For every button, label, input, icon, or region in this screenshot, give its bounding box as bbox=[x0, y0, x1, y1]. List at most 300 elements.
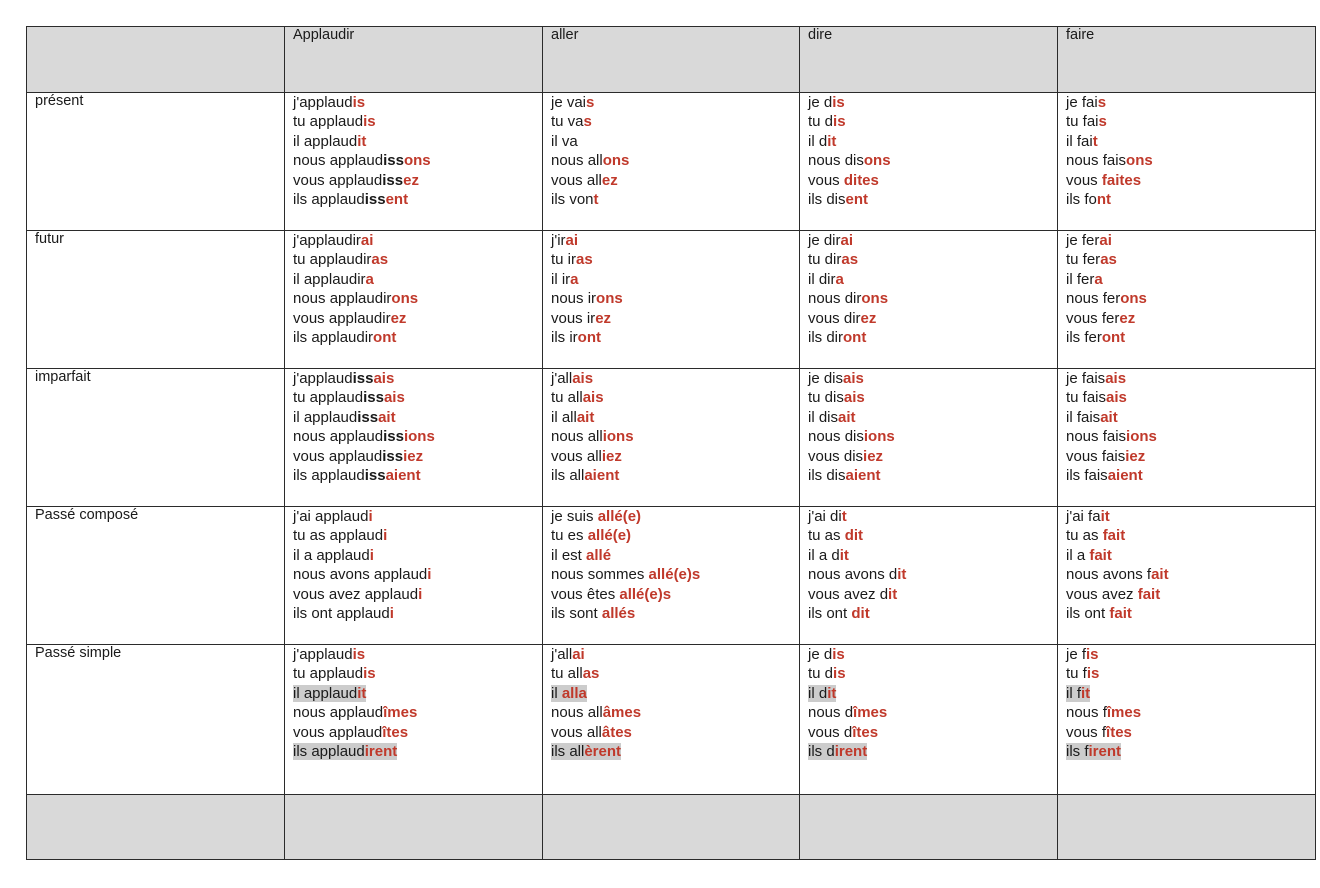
verb-ending: îmes bbox=[383, 704, 418, 722]
verb-stem: tu as bbox=[808, 527, 845, 545]
verb-ending: s bbox=[1097, 94, 1107, 111]
tense-label: imparfait bbox=[27, 369, 285, 507]
header-corner bbox=[27, 27, 285, 93]
conjugated-form bbox=[551, 466, 791, 485]
conjugated-form bbox=[293, 507, 534, 526]
verb-stem: nous fais bbox=[1066, 152, 1127, 170]
conjugated-form bbox=[1066, 289, 1307, 308]
verb-ending: t bbox=[1092, 132, 1098, 150]
verb-stem: ils applaud bbox=[293, 467, 365, 485]
verb-ending: ons bbox=[596, 290, 623, 308]
verb-stem: il d bbox=[808, 132, 828, 150]
verb-stem: tu applaudir bbox=[293, 251, 372, 269]
verb-stem: nous applaudir bbox=[293, 290, 392, 308]
conjugated-form bbox=[808, 526, 1049, 545]
verb-ending: is bbox=[832, 94, 845, 111]
verb-ending: ait bbox=[378, 408, 396, 426]
conjugated-form bbox=[293, 466, 534, 485]
conjugated-form bbox=[293, 250, 534, 269]
verb-stem: nous avons d bbox=[808, 566, 898, 584]
header-verb: Applaudir bbox=[285, 27, 543, 93]
tense-label: Passé composé bbox=[27, 507, 285, 645]
verb-stem: il applaud bbox=[293, 408, 358, 426]
verb-stem: il a bbox=[1066, 546, 1090, 564]
verb-ending: ons bbox=[403, 152, 431, 170]
verb-stem: nous fer bbox=[1066, 290, 1121, 308]
verb-stem: je f bbox=[1066, 646, 1087, 663]
conjugated-form bbox=[551, 742, 791, 761]
verb-ending: is bbox=[352, 646, 366, 663]
verb-stem: nous applaud bbox=[293, 428, 384, 446]
verb-stem: je dis bbox=[808, 370, 844, 387]
verb-ending: fait bbox=[1109, 605, 1132, 623]
conjugated-form bbox=[808, 388, 1049, 407]
conjugated-form bbox=[808, 270, 1049, 289]
conjugated-form bbox=[293, 388, 534, 407]
verb-ending: as bbox=[841, 251, 859, 269]
verb-stem: nous dis bbox=[808, 428, 864, 446]
verb-stem: nous all bbox=[551, 704, 603, 722]
conjugated-form bbox=[551, 723, 791, 742]
verb-stem: tu all bbox=[551, 665, 583, 683]
verb-ending: ais bbox=[1105, 370, 1127, 387]
verb-ending: fait bbox=[1102, 527, 1126, 545]
verb-stem: vous fer bbox=[1066, 309, 1120, 327]
verb-stem: vous avez applaud bbox=[293, 585, 419, 603]
verb-ending: faites bbox=[1101, 171, 1142, 189]
conjugated-form bbox=[293, 585, 534, 604]
conjugation-cell bbox=[1058, 93, 1316, 231]
verb-stem: ils ont applaud bbox=[293, 605, 390, 623]
highlighted-form bbox=[293, 743, 397, 760]
verb-stem: ils dis bbox=[808, 467, 846, 485]
conjugated-form bbox=[808, 684, 1049, 703]
verb-stem: il dir bbox=[808, 270, 836, 288]
conjugation-cell bbox=[800, 369, 1058, 507]
conjugated-form bbox=[293, 526, 534, 545]
verb-ending: ait bbox=[838, 408, 856, 426]
verb-stem: vous applaudir bbox=[293, 309, 391, 327]
footer-cell bbox=[27, 795, 285, 860]
conjugated-form bbox=[1066, 427, 1307, 446]
verb-ending: a bbox=[570, 270, 579, 288]
verb-ending: irent bbox=[364, 743, 398, 761]
conjugated-form bbox=[293, 171, 534, 190]
conjugated-form bbox=[1066, 645, 1307, 664]
conjugated-form bbox=[808, 703, 1049, 722]
verb-ending: ont bbox=[577, 329, 601, 347]
verb-ending: ions bbox=[403, 428, 435, 446]
verb-ending: ons bbox=[391, 290, 419, 308]
header-verb: aller bbox=[543, 27, 800, 93]
conjugated-form bbox=[293, 703, 534, 722]
conjugated-form bbox=[293, 190, 534, 209]
verb-stem: il applaud bbox=[293, 684, 358, 702]
verb-ending: ont bbox=[843, 329, 867, 347]
verb-ending: iez bbox=[403, 447, 424, 465]
verb-ending: i bbox=[389, 605, 394, 623]
verb-stem: il ir bbox=[551, 270, 571, 288]
conjugated-form bbox=[551, 289, 791, 308]
verb-stem: ils applaud bbox=[293, 743, 365, 761]
verb-stem: j'all bbox=[551, 646, 573, 663]
verb-ending: ez bbox=[595, 309, 612, 327]
conjugated-form bbox=[1066, 328, 1307, 347]
conjugated-form bbox=[808, 309, 1049, 328]
verb-stem: il a applaud bbox=[293, 546, 370, 564]
verb-stem: je fai bbox=[1066, 94, 1098, 111]
conjugated-form bbox=[551, 190, 791, 209]
verb-ending: îtes bbox=[852, 723, 879, 741]
conjugated-form bbox=[1066, 93, 1307, 112]
verb-stem: tu es bbox=[551, 527, 588, 545]
verb-ending: is bbox=[1086, 665, 1100, 683]
conjugated-form bbox=[808, 664, 1049, 683]
verb-infix: iss bbox=[382, 171, 404, 189]
conjugated-form bbox=[551, 132, 791, 151]
footer-row bbox=[27, 795, 1316, 860]
verb-stem: nous applaud bbox=[293, 704, 384, 722]
conjugated-form bbox=[551, 231, 791, 250]
conjugated-form bbox=[293, 270, 534, 289]
verb-ending: nt bbox=[1096, 191, 1112, 209]
verb-stem: nous avons f bbox=[1066, 566, 1152, 584]
verb-ending: îmes bbox=[1106, 704, 1142, 722]
verb-stem: je dir bbox=[808, 232, 841, 249]
verb-ending: is bbox=[352, 94, 366, 111]
verb-stem: ils ir bbox=[551, 329, 578, 347]
conjugation-cell bbox=[285, 93, 543, 231]
verb-ending: ons bbox=[1120, 290, 1147, 308]
verb-ending: aient bbox=[1107, 467, 1143, 485]
verb-ending: ai bbox=[1099, 232, 1112, 249]
verb-ending: îtes bbox=[382, 723, 409, 741]
verb-ending: alla bbox=[561, 684, 587, 702]
verb-stem: ils applaudir bbox=[293, 329, 374, 347]
verb-infix: iss bbox=[357, 408, 379, 426]
verb-stem: vous applaud bbox=[293, 447, 383, 465]
verb-ending: allé(e) bbox=[597, 508, 642, 525]
verb-ending: it bbox=[357, 684, 367, 702]
verb-ending: dit bbox=[844, 527, 864, 545]
verb-ending: is bbox=[1086, 646, 1099, 663]
verb-ending: it bbox=[839, 546, 849, 564]
verb-stem: nous all bbox=[551, 428, 603, 446]
conjugated-form bbox=[808, 408, 1049, 427]
verb-ending: as bbox=[582, 665, 600, 683]
verb-ending: irent bbox=[1088, 743, 1122, 761]
verb-ending: iez bbox=[863, 447, 884, 465]
verb-ending: it bbox=[357, 132, 367, 150]
verb-ending: ai bbox=[565, 232, 579, 249]
conjugated-form bbox=[551, 151, 791, 170]
conjugated-form bbox=[551, 604, 791, 623]
conjugated-form bbox=[551, 546, 791, 565]
verb-stem: nous all bbox=[551, 152, 603, 170]
conjugated-form bbox=[293, 231, 534, 250]
verb-stem: ils f bbox=[1066, 743, 1089, 761]
verb-stem: tu va bbox=[551, 113, 584, 131]
verb-stem: vous avez bbox=[1066, 585, 1138, 603]
verb-stem: ils ont bbox=[1066, 605, 1110, 623]
conjugated-form bbox=[808, 171, 1049, 190]
verb-stem: ils all bbox=[551, 467, 585, 485]
verb-ending: a bbox=[365, 270, 374, 288]
verb-ending: is bbox=[833, 113, 846, 131]
conjugated-form bbox=[551, 408, 791, 427]
verb-stem: tu f bbox=[1066, 665, 1087, 683]
verb-ending: aient bbox=[584, 467, 620, 485]
verb-ending: ais bbox=[1106, 389, 1127, 407]
conjugated-form bbox=[1066, 604, 1307, 623]
conjugation-cell bbox=[285, 231, 543, 369]
verb-ending: as bbox=[576, 251, 593, 269]
verb-stem: j'applaudir bbox=[293, 232, 361, 249]
tense-row bbox=[27, 231, 1316, 369]
verb-stem: vous bbox=[1066, 171, 1102, 189]
verb-stem: il dis bbox=[808, 408, 839, 426]
tense-row bbox=[27, 369, 1316, 507]
conjugated-form bbox=[1066, 270, 1307, 289]
verb-stem: je suis bbox=[551, 508, 598, 525]
conjugated-form bbox=[551, 112, 791, 131]
conjugated-form bbox=[293, 447, 534, 466]
conjugated-form bbox=[551, 645, 791, 664]
conjugated-form bbox=[1066, 250, 1307, 269]
verb-stem: vous applaud bbox=[293, 723, 383, 741]
conjugation-cell bbox=[543, 231, 800, 369]
verb-ending: èrent bbox=[584, 743, 622, 761]
conjugated-form bbox=[551, 565, 791, 584]
conjugated-form bbox=[808, 447, 1049, 466]
verb-stem: vous applaud bbox=[293, 171, 383, 189]
highlighted-form bbox=[293, 685, 366, 702]
verb-stem: ils all bbox=[551, 743, 585, 761]
verb-stem: vous avez d bbox=[808, 585, 889, 603]
header-verb: dire bbox=[800, 27, 1058, 93]
verb-stem: il est bbox=[551, 546, 587, 564]
verb-stem: vous f bbox=[1066, 723, 1107, 741]
verb-stem: j'all bbox=[551, 370, 573, 387]
verb-ending: ais bbox=[383, 389, 405, 407]
conjugated-form bbox=[293, 723, 534, 742]
conjugated-form bbox=[808, 190, 1049, 209]
verb-ending: t bbox=[593, 191, 599, 209]
verb-stem: ils dir bbox=[808, 329, 844, 347]
conjugated-form bbox=[293, 427, 534, 446]
conjugation-cell bbox=[1058, 507, 1316, 645]
verb-stem: j'applaud bbox=[293, 646, 353, 663]
verb-stem: tu ir bbox=[551, 251, 577, 269]
footer-cell bbox=[1058, 795, 1316, 860]
table-body bbox=[27, 93, 1316, 795]
conjugated-form bbox=[1066, 151, 1307, 170]
verb-ending: allé(e)s bbox=[648, 566, 701, 584]
conjugated-form bbox=[551, 388, 791, 407]
verb-ending: ons bbox=[1126, 152, 1153, 170]
verb-ending: ez bbox=[860, 309, 877, 327]
conjugated-form bbox=[1066, 526, 1307, 545]
verb-infix: iss bbox=[382, 447, 404, 465]
conjugated-form bbox=[808, 742, 1049, 761]
conjugation-cell bbox=[543, 369, 800, 507]
verb-ending: allé(e)s bbox=[619, 585, 672, 603]
conjugated-form bbox=[293, 369, 534, 388]
verb-ending: ons bbox=[602, 152, 630, 170]
conjugated-form bbox=[1066, 112, 1307, 131]
conjugated-form bbox=[808, 250, 1049, 269]
verb-stem: vous all bbox=[551, 447, 602, 465]
conjugated-form bbox=[808, 604, 1049, 623]
conjugated-form bbox=[293, 546, 534, 565]
verb-ending: i bbox=[383, 527, 388, 545]
conjugated-form bbox=[1066, 231, 1307, 250]
verb-ending: ais bbox=[572, 370, 594, 387]
verb-ending: allé(e) bbox=[587, 527, 632, 545]
conjugated-form bbox=[1066, 565, 1307, 584]
verb-stem: tu fais bbox=[1066, 389, 1107, 407]
verb-ending: ais bbox=[373, 370, 395, 387]
conjugated-form bbox=[808, 507, 1049, 526]
verb-ending: iez bbox=[1125, 447, 1146, 465]
verb-stem: je vai bbox=[551, 94, 587, 111]
verb-stem: nous d bbox=[808, 704, 854, 722]
verb-stem: nous dis bbox=[808, 152, 864, 170]
conjugation-cell bbox=[800, 507, 1058, 645]
verb-ending: it bbox=[888, 585, 898, 603]
conjugated-form bbox=[1066, 190, 1307, 209]
verb-ending: allé bbox=[586, 546, 612, 564]
verb-ending: ez bbox=[1119, 309, 1136, 327]
conjugated-form bbox=[1066, 369, 1307, 388]
verb-stem: j'ai fa bbox=[1066, 508, 1101, 525]
tense-row bbox=[27, 645, 1316, 795]
verb-infix: iss bbox=[363, 389, 384, 407]
conjugated-form bbox=[551, 684, 791, 703]
conjugated-form bbox=[1066, 585, 1307, 604]
verb-ending: ont bbox=[373, 329, 397, 347]
conjugation-cell bbox=[285, 369, 543, 507]
conjugated-form bbox=[1066, 507, 1307, 526]
conjugated-form bbox=[808, 585, 1049, 604]
verb-ending: it bbox=[1081, 684, 1091, 702]
verb-ending: ais bbox=[843, 389, 865, 407]
verb-stem: vous ir bbox=[551, 309, 596, 327]
verb-stem: ils sont bbox=[551, 605, 602, 623]
conjugation-cell bbox=[543, 507, 800, 645]
verb-stem: tu applaud bbox=[293, 389, 364, 407]
verb-stem: nous f bbox=[1066, 704, 1107, 722]
verb-ending: ions bbox=[602, 428, 634, 446]
verb-ending: ai bbox=[360, 232, 374, 249]
verb-ending: fait bbox=[1137, 585, 1161, 603]
verb-ending: ont bbox=[1101, 329, 1126, 347]
verb-ending: it bbox=[1100, 508, 1110, 525]
verb-stem: nous avons applaud bbox=[293, 566, 428, 584]
verb-stem: ils fo bbox=[1066, 191, 1097, 209]
verb-ending: ez bbox=[403, 171, 419, 189]
conjugation-cell bbox=[285, 507, 543, 645]
verb-stem: il fais bbox=[1066, 408, 1101, 426]
verb-ending: aient bbox=[845, 467, 881, 485]
highlighted-form bbox=[808, 685, 836, 702]
header-row bbox=[27, 27, 1316, 93]
verb-ending: ai bbox=[572, 646, 585, 663]
footer-cell bbox=[285, 795, 543, 860]
conjugated-form bbox=[1066, 703, 1307, 722]
tense-row bbox=[27, 507, 1316, 645]
verb-stem: ils fais bbox=[1066, 467, 1108, 485]
conjugated-form bbox=[551, 507, 791, 526]
verb-infix: iss bbox=[383, 428, 404, 446]
footer-cell bbox=[543, 795, 800, 860]
verb-stem: il applaud bbox=[293, 132, 358, 150]
conjugated-form bbox=[293, 151, 534, 170]
verb-ending: ait bbox=[1151, 566, 1169, 584]
verb-stem: ils applaud bbox=[293, 191, 365, 209]
conjugated-form bbox=[551, 703, 791, 722]
verb-stem: il fai bbox=[1066, 132, 1093, 150]
verb-ending: ait bbox=[576, 408, 595, 426]
verb-stem: je fer bbox=[1066, 232, 1100, 249]
conjugated-form bbox=[808, 151, 1049, 170]
verb-stem: il bbox=[551, 684, 562, 702]
verb-ending: ions bbox=[1126, 428, 1157, 446]
verb-ending: ais bbox=[582, 389, 604, 407]
verb-ending: is bbox=[833, 665, 846, 683]
verb-ending: it bbox=[827, 684, 837, 702]
verb-ending: i bbox=[369, 546, 374, 564]
conjugation-cell bbox=[543, 93, 800, 231]
conjugated-form bbox=[1066, 132, 1307, 151]
highlighted-form bbox=[551, 743, 621, 760]
conjugated-form bbox=[808, 427, 1049, 446]
verb-stem: ils d bbox=[808, 743, 835, 761]
verb-stem: tu applaud bbox=[293, 665, 364, 683]
highlighted-form bbox=[1066, 743, 1121, 760]
conjugated-form bbox=[1066, 309, 1307, 328]
conjugated-form bbox=[293, 664, 534, 683]
conjugated-form bbox=[551, 526, 791, 545]
verb-ending: ez bbox=[390, 309, 407, 327]
verb-infix: iss bbox=[352, 370, 374, 387]
verb-stem: vous bbox=[808, 171, 844, 189]
verb-stem: nous applaud bbox=[293, 152, 384, 170]
conjugated-form bbox=[808, 565, 1049, 584]
verb-infix: iss bbox=[364, 467, 386, 485]
tense-label: futur bbox=[27, 231, 285, 369]
verb-stem: tu d bbox=[808, 665, 834, 683]
verb-ending: ons bbox=[861, 290, 889, 308]
verb-ending: i bbox=[427, 566, 432, 584]
verb-stem: il fer bbox=[1066, 270, 1095, 288]
verb-ending: ez bbox=[601, 171, 618, 189]
verb-ending: dit bbox=[851, 605, 870, 623]
conjugated-form bbox=[808, 723, 1049, 742]
conjugated-form bbox=[1066, 408, 1307, 427]
verb-ending: dites bbox=[843, 171, 879, 189]
verb-ending: ent bbox=[385, 191, 409, 209]
verb-ending: ait bbox=[1100, 408, 1118, 426]
conjugated-form bbox=[808, 289, 1049, 308]
verb-ending: fait bbox=[1089, 546, 1112, 564]
verb-ending: allés bbox=[601, 605, 636, 623]
verb-stem: j'applaud bbox=[293, 94, 353, 111]
verb-ending: ais bbox=[843, 370, 864, 387]
conjugated-form bbox=[551, 369, 791, 388]
verb-stem: ils ont bbox=[808, 605, 852, 623]
verb-ending: is bbox=[832, 646, 845, 663]
